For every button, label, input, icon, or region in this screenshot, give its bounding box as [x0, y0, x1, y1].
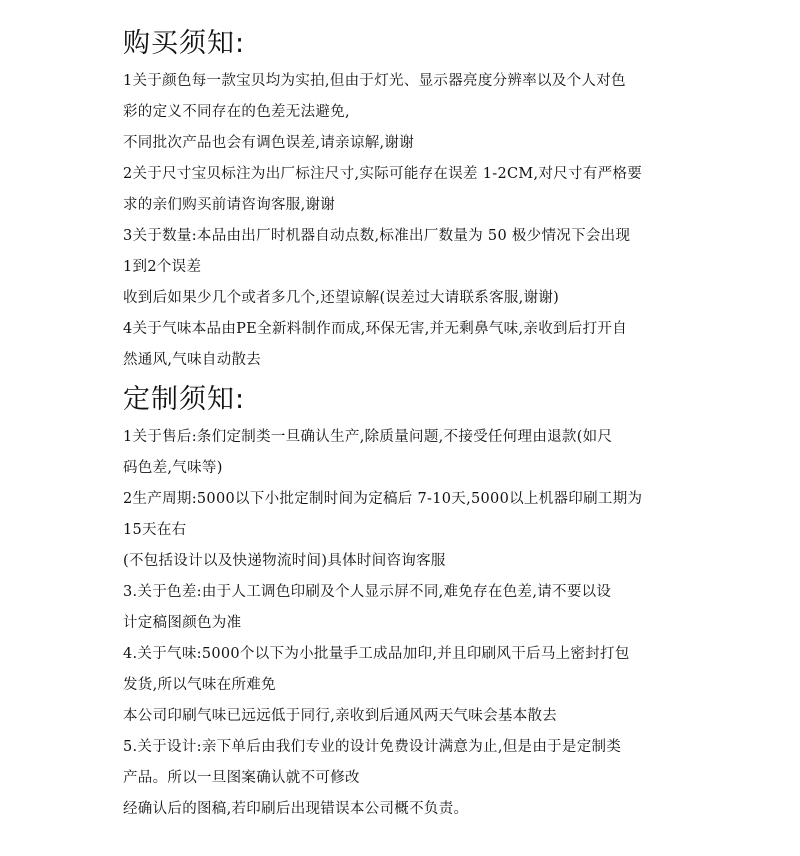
notice-line: 3.关于色差:由于人工调色印刷及个人显示屏不同,难免存在色差,请不要以设: [123, 584, 612, 600]
notice-line: 15天在右: [123, 522, 187, 538]
notice-line: 发货,所以气味在所难免: [123, 677, 276, 693]
notice-document: [123, 22, 788, 825]
notice-line: 本公司印刷气味已远远低于同行,亲收到后通风两天气味会基本散去: [123, 708, 558, 724]
notice-line: 1关于颜色每一款宝贝均为实拍,但由于灯光、显示器亮度分辨率以及个人对色: [123, 73, 626, 89]
notice-line: 求的亲们购买前请咨询客服,谢谢: [123, 197, 336, 213]
notice-line: 码色差,气味等): [123, 460, 223, 476]
notice-line: 1关于售后:条们定制类一旦确认生产,除质量问题,不接受任何理由退款(如尺: [123, 429, 613, 445]
notice-line: 3关于数量:本品由出厂时机器自动点数,标准出厂数量为 50 极少情况下会出现: [123, 228, 631, 244]
notice-line: 计定稿图颜色为准: [123, 615, 242, 631]
notice-line: 彩的定义不同存在的色差无法避免,: [123, 104, 350, 120]
notice-line: 经确认后的图稿,若印刷后出现错误本公司概不负责。: [123, 801, 469, 817]
notice-line: 5.关于设计:亲下单后由我们专业的设计免费设计满意为止,但是由于是定制类: [123, 739, 622, 755]
notice-line: 2生产周期:5000以下小批定制时间为定稿后 7-10天,5000以上机器印刷工期为: [123, 491, 643, 507]
notice-line: 1到2个误差: [123, 259, 202, 275]
notice-line: 产品。所以一旦图案确认就不可修改: [123, 770, 360, 786]
notice-line: 4关于气味本品由PE全新料制作而成,环保无害,并无剩鼻气味,亲收到后打开自: [123, 321, 627, 337]
purchase-notice-body: [123, 66, 788, 376]
notice-line: 4.关于气味:5000个以下为小批量手工成品加印,并且印刷风干后马上密封打包: [123, 646, 630, 662]
custom-order-notice-body: [123, 422, 788, 825]
notice-line: 然通风,气味自动散去: [123, 352, 262, 368]
notice-line: 2关于尺寸宝贝标注为出厂标注尺寸,实际可能存在误差 1-2CM,对尺寸有严格要: [123, 166, 643, 182]
custom-order-notice-title: 定制须知:: [123, 384, 246, 415]
purchase-notice-title: 购买须知:: [123, 28, 246, 59]
notice-line: (不包括设计以及快递物流时间)具体时间咨询客服: [123, 553, 446, 569]
notice-line: 收到后如果少几个或者多几个,还望谅解(误差过大请联系客服,谢谢): [123, 290, 560, 306]
notice-line: 不同批次产品也会有调色误差,请亲谅解,谢谢: [123, 135, 415, 151]
